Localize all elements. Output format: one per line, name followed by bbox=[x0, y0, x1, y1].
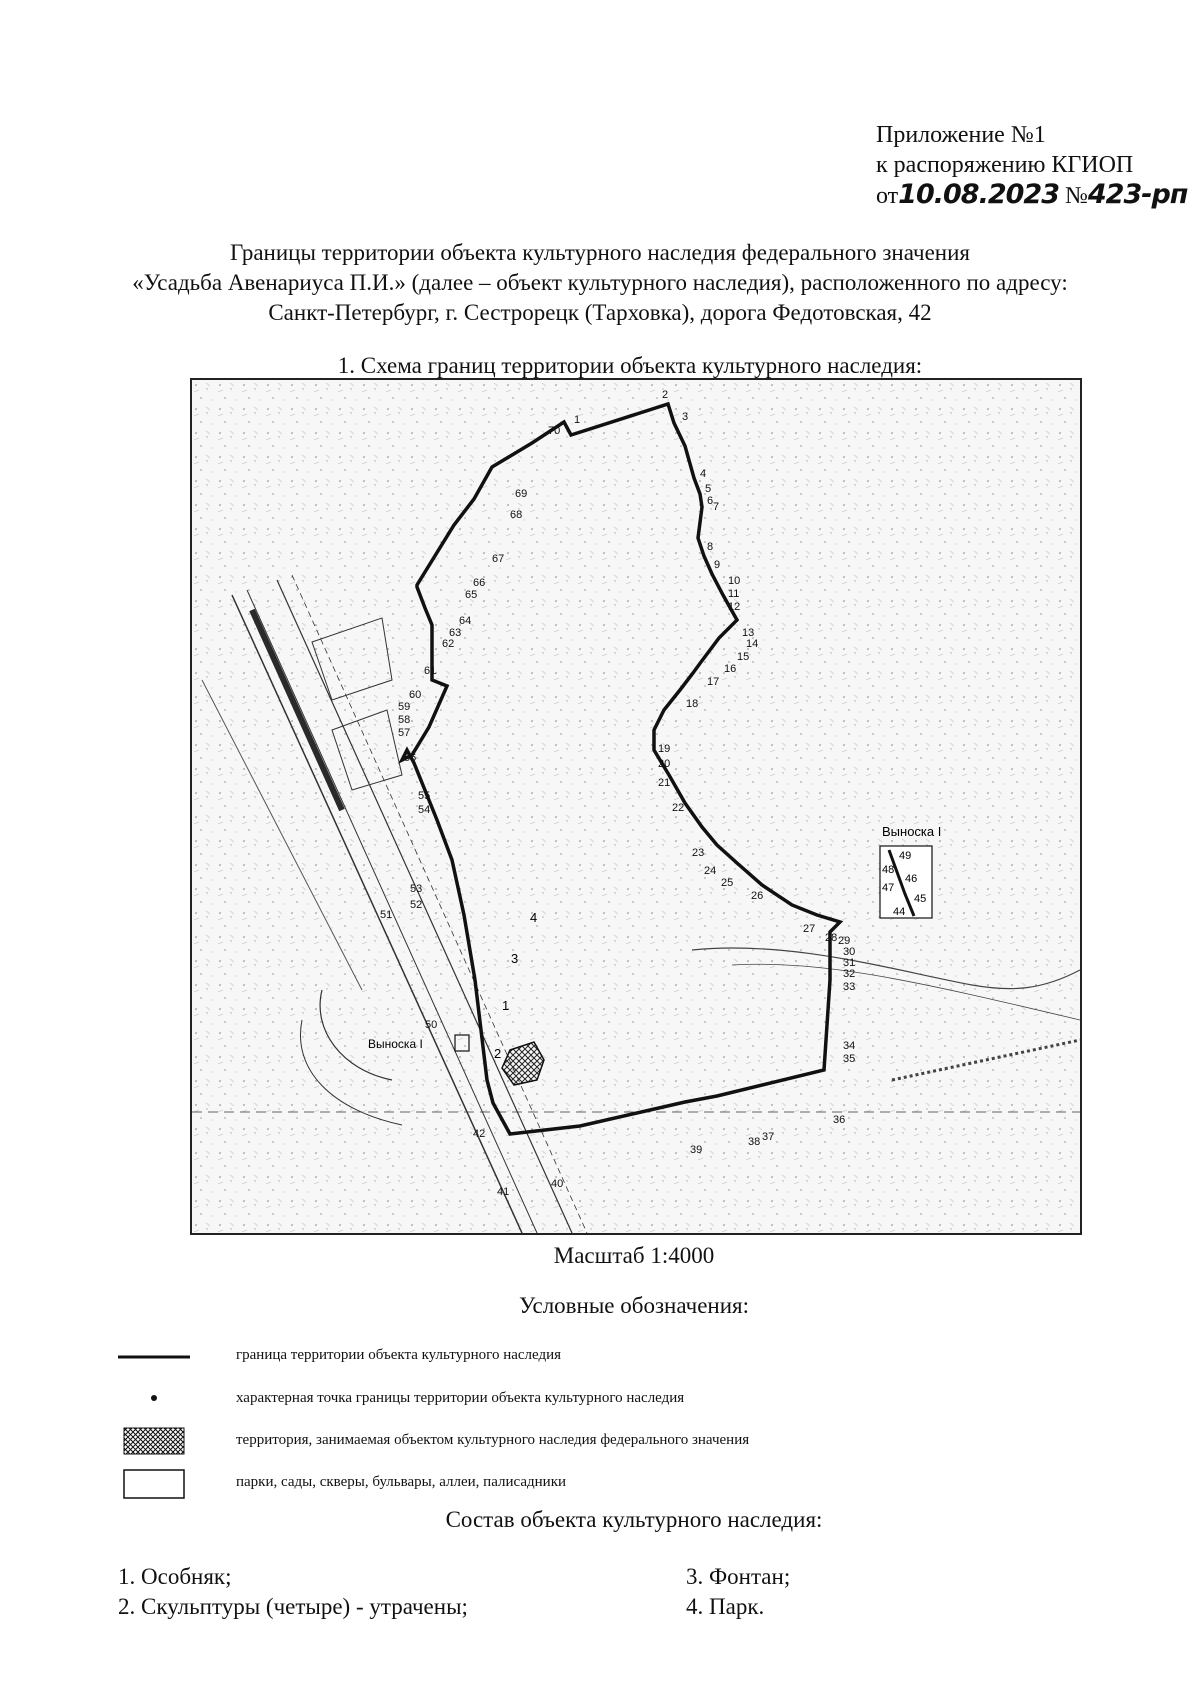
order-number: 423-рп bbox=[1087, 179, 1188, 210]
map-svg bbox=[192, 380, 1080, 1233]
prefix-from: от bbox=[876, 183, 899, 209]
point-label-33: 33 bbox=[843, 981, 856, 993]
point-label-26: 26 bbox=[751, 890, 764, 902]
point-label-62: 62 bbox=[442, 638, 455, 650]
point-label-18: 18 bbox=[686, 698, 699, 710]
legend-text-point: характерная точка границы территории объекта культурного наследия bbox=[236, 1390, 685, 1406]
boundary-map bbox=[190, 378, 1082, 1235]
number-sign: № bbox=[1064, 183, 1088, 209]
appendix-date-line bbox=[876, 180, 1187, 211]
parks-area-symbol bbox=[118, 1464, 190, 1504]
point-label-19: 19 bbox=[658, 743, 671, 755]
legend-text-object-territory: территория, занимаемая объектом культурного наследия федерального значения bbox=[236, 1432, 750, 1448]
point-label-21: 21 bbox=[658, 777, 671, 789]
callout-point-44: 44 bbox=[893, 906, 906, 918]
point-label-23: 23 bbox=[692, 847, 705, 859]
point-label-24: 24 bbox=[704, 865, 717, 877]
point-label-14: 14 bbox=[746, 638, 759, 650]
point-label-6: 6 bbox=[707, 495, 714, 507]
point-label-42: 42 bbox=[473, 1128, 486, 1140]
legend-row-parks bbox=[118, 1464, 1118, 1504]
title-line-2: «Усадьба Авенариуса П.И.» (далее – объект культурного наследия), расположенного по адресу: bbox=[132, 270, 1068, 295]
point-label-56: 56 bbox=[404, 752, 417, 764]
point-label-29: 29 bbox=[838, 935, 851, 947]
map-background bbox=[192, 380, 1080, 1233]
point-label-28: 28 bbox=[825, 932, 838, 944]
point-label-4: 4 bbox=[700, 468, 707, 480]
point-label-37: 37 bbox=[762, 1131, 775, 1143]
point-label-3: 3 bbox=[682, 411, 689, 423]
point-label-54: 54 bbox=[418, 804, 431, 816]
point-label-70: 70 bbox=[548, 425, 561, 437]
callout-point-48: 48 bbox=[882, 864, 895, 876]
point-label-65: 65 bbox=[465, 589, 478, 601]
appendix-order: к распоряжению КГИОП bbox=[876, 152, 1134, 178]
point-label-8: 8 bbox=[707, 541, 714, 553]
point-label-15: 15 bbox=[737, 651, 750, 663]
appendix-header bbox=[876, 120, 1187, 211]
point-label-11: 11 bbox=[728, 588, 740, 600]
legend-row-point bbox=[118, 1380, 1118, 1420]
document-title bbox=[60, 238, 1140, 328]
inline-callout-label: Выноска I bbox=[368, 1037, 423, 1051]
hatched-area-symbol bbox=[118, 1422, 190, 1462]
point-label-7: 7 bbox=[713, 501, 720, 513]
point-label-22: 22 bbox=[672, 802, 685, 814]
point-label-27: 27 bbox=[803, 923, 816, 935]
section-1-heading: 1. Схема границ территории объекта культурного наследия: bbox=[337, 353, 923, 378]
boundary-point-symbol bbox=[118, 1380, 190, 1420]
legend-row-object-territory bbox=[118, 1422, 1118, 1462]
point-label-25: 25 bbox=[721, 877, 734, 889]
point-label-17: 17 bbox=[707, 676, 720, 688]
legend-text-parks: парки, сады, скверы, бульвары, аллеи, палисадники bbox=[236, 1474, 567, 1490]
callout-label: Выноска I bbox=[882, 824, 942, 839]
composition-item-3: 3. Фонтан; bbox=[686, 1564, 791, 1589]
order-date: 10.08.2023 bbox=[898, 179, 1059, 210]
callout-point-49: 49 bbox=[899, 850, 912, 862]
point-label-53: 53 bbox=[410, 883, 423, 895]
point-label-20: 20 bbox=[658, 758, 671, 770]
point-label-35: 35 bbox=[843, 1053, 856, 1065]
composition-item-1: 1. Особняк; bbox=[118, 1564, 232, 1589]
composition-right-column bbox=[686, 1562, 790, 1622]
legend-heading: Условные обозначения: bbox=[518, 1293, 750, 1318]
callout-point-47: 47 bbox=[882, 882, 895, 894]
point-label-55: 55 bbox=[418, 790, 431, 802]
point-label-52: 52 bbox=[410, 899, 423, 911]
legend-row-boundary bbox=[118, 1337, 1118, 1377]
point-label-50: 50 bbox=[425, 1019, 438, 1031]
boundary-line-symbol bbox=[118, 1337, 190, 1377]
point-label-51: 51 bbox=[380, 909, 393, 921]
point-label-31: 31 bbox=[843, 957, 856, 969]
composition-left-column bbox=[118, 1562, 468, 1622]
point-label-38: 38 bbox=[748, 1136, 761, 1148]
composition-heading: Состав объекта культурного наследия: bbox=[445, 1507, 823, 1532]
composition-item-2: 2. Скульптуры (четыре) - утрачены; bbox=[118, 1594, 468, 1619]
appendix-number: Приложение №1 bbox=[876, 122, 1046, 148]
object-number-1: 1 bbox=[502, 998, 510, 1013]
point-label-63: 63 bbox=[449, 627, 462, 639]
point-label-58: 58 bbox=[398, 714, 411, 726]
callout-point-46: 46 bbox=[905, 873, 918, 885]
object-number-3: 3 bbox=[511, 951, 519, 966]
point-label-67: 67 bbox=[492, 553, 505, 565]
point-label-41: 41 bbox=[497, 1186, 510, 1198]
point-label-68: 68 bbox=[510, 509, 523, 521]
point-label-40: 40 bbox=[551, 1178, 564, 1190]
point-label-32: 32 bbox=[843, 968, 856, 980]
point-label-1: 1 bbox=[574, 414, 581, 426]
point-label-59: 59 bbox=[398, 701, 411, 713]
point-label-16: 16 bbox=[724, 663, 737, 675]
point-label-36: 36 bbox=[833, 1114, 846, 1126]
callout-point-45: 45 bbox=[914, 893, 927, 905]
composition-item-4: 4. Парк. bbox=[686, 1594, 765, 1619]
point-label-34: 34 bbox=[843, 1040, 856, 1052]
point-label-57: 57 bbox=[398, 727, 411, 739]
map-scale: Масштаб 1:4000 bbox=[553, 1243, 715, 1268]
legend-text-boundary: граница территории объекта культурного наследия bbox=[236, 1347, 562, 1363]
point-label-13: 13 bbox=[742, 627, 755, 639]
object-number-2: 2 bbox=[494, 1046, 502, 1061]
point-label-60: 60 bbox=[409, 689, 422, 701]
point-label-66: 66 bbox=[473, 577, 486, 589]
point-label-69: 69 bbox=[515, 488, 528, 500]
point-label-64: 64 bbox=[459, 615, 472, 627]
point-label-9: 9 bbox=[714, 559, 721, 571]
object-number-4: 4 bbox=[530, 910, 538, 925]
title-line-1: Границы территории объекта культурного наследия федерального значения bbox=[230, 240, 970, 265]
point-label-2: 2 bbox=[662, 389, 669, 401]
point-label-10: 10 bbox=[728, 575, 741, 587]
point-label-30: 30 bbox=[843, 946, 856, 958]
point-label-61: 61 bbox=[424, 665, 437, 677]
point-label-12: 12 bbox=[728, 601, 741, 613]
point-label-39: 39 bbox=[690, 1144, 703, 1156]
point-label-5: 5 bbox=[705, 483, 712, 495]
title-line-3: Санкт-Петербург, г. Сестрорецк (Тарховка), дорога Федотовская, 42 bbox=[268, 300, 932, 325]
